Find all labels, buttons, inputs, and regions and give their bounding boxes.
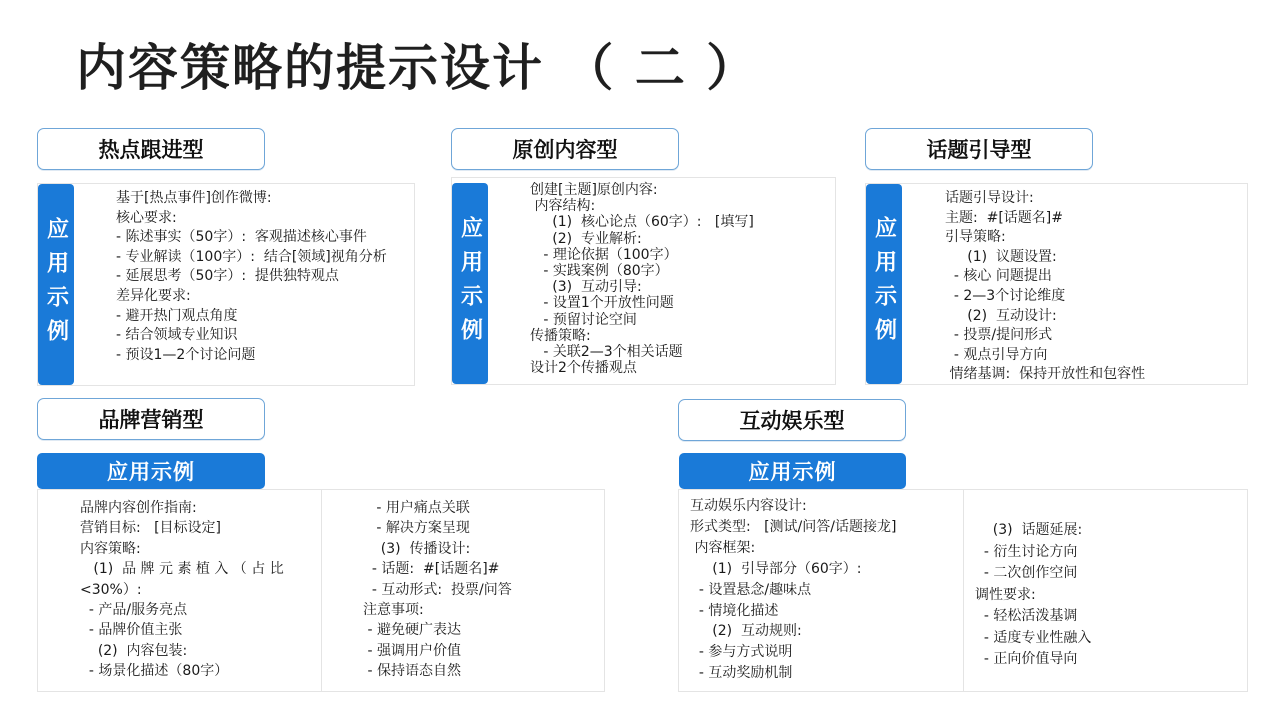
card-text-line: - 解决方案呈现 [363, 520, 470, 537]
card-text-line: - 用户痛点关联 [363, 500, 470, 516]
card-text-line: (2) 互动设计: [945, 307, 1057, 324]
card-text-line: - 情境化描述 [690, 602, 779, 619]
card-text-line: <30%）: [80, 581, 142, 598]
card-text-line: (3) 传播设计: [363, 540, 471, 557]
card-text-fun-left [690, 496, 896, 684]
card-text-line: 注意事项: [363, 602, 424, 619]
card-text-line: - 预留讨论空间 [530, 311, 637, 328]
card-text-line: 营销目标: [目标设定] [80, 520, 221, 537]
card-text-line: - 互动形式: 投票/问答 [363, 581, 512, 598]
card-text-line: 差异化要求: [116, 287, 191, 304]
card-text-line: 品牌内容创作指南: [80, 500, 197, 516]
card-text-line: 内容框架: [690, 539, 756, 556]
card-text-line: - 预设1—2个讨论问题 [116, 346, 256, 363]
card-header-original: 原创内容型 [451, 128, 679, 170]
card-text-line: (1) 核心论点（60字）: [填写] [530, 214, 754, 231]
card-divider-fun [963, 489, 964, 692]
card-text-line: - 轻松活泼基调 [975, 608, 1078, 624]
card-text-line: - 产品/服务亮点 [80, 602, 188, 619]
card-text-line: - 话题: #[话题名]# [363, 561, 500, 578]
card-text-line: 传播策略: [530, 327, 591, 344]
card-text-line: - 延展思考（50字）: 提供独特观点 [116, 268, 339, 285]
page-title: 内容策略的提示设计 （ 二 ） [76, 39, 759, 97]
card-text-original [530, 182, 754, 376]
card-text-brand-left [80, 498, 318, 682]
card-text-line: - 理论依据（100字） [530, 246, 678, 263]
card-text-line: (3) 互动引导: [530, 279, 642, 296]
card-text-line: (2) 专业解析: [530, 230, 642, 247]
example-tab-brand: 应用示例 [37, 453, 265, 489]
card-text-line: 设计2个传播观点 [530, 360, 637, 377]
card-text-line: (3) 话题延展: [975, 522, 1083, 538]
card-text-line: (2) 互动规则: [690, 623, 802, 640]
card-text-line: (1) 品 牌 元 素 植 入 （ 占 比 [80, 561, 284, 578]
card-text-line: - 保持语态自然 [363, 663, 461, 680]
card-text-line: (1) 议题设置: [945, 248, 1057, 265]
card-text-line: - 观点引导方向 [945, 346, 1048, 363]
card-text-line: - 互动奖励机制 [690, 665, 793, 682]
card-text-line: - 2—3个讨论维度 [945, 287, 1066, 304]
card-text-line: - 避免硬广表达 [363, 622, 461, 639]
card-text-line: - 实践案例（80字） [530, 263, 669, 280]
card-text-line: - 场景化描述（80字） [80, 663, 229, 680]
card-text-line: - 品牌价值主张 [80, 622, 183, 639]
card-text-line: (1) 引导部分（60字）: [690, 560, 862, 577]
card-header-hot: 热点跟进型 [37, 128, 265, 170]
card-text-line: - 投票/提问形式 [945, 327, 1053, 344]
card-text-line: - 适度专业性融入 [975, 629, 1092, 646]
card-text-line: - 参与方式说明 [690, 644, 793, 661]
card-header-fun: 互动娱乐型 [678, 399, 906, 441]
card-text-line: 互动娱乐内容设计: [690, 498, 807, 514]
card-text-line: 内容策略: [80, 540, 141, 557]
card-text-line: 核心要求: [116, 209, 177, 226]
example-tab-fun: 应用示例 [679, 453, 906, 489]
card-text-line: - 强调用户价值 [363, 642, 461, 659]
card-text-line: 形式类型: [测试/问答/话题接龙] [690, 518, 897, 535]
card-text-line: 引导策略: [945, 229, 1006, 246]
card-text-line: - 避开热门观点角度 [116, 307, 238, 324]
card-text-line: - 正向价值导向 [975, 651, 1078, 667]
card-text-line: - 核心 问题提出 [945, 268, 1052, 285]
card-text-line: 创建[主题]原创内容: [530, 182, 658, 198]
card-text-topic [945, 189, 1145, 385]
card-text-line: - 设置悬念/趣味点 [690, 581, 812, 598]
card-header-brand: 品牌营销型 [37, 398, 265, 440]
card-text-hot [116, 189, 387, 365]
card-text-brand-right [363, 498, 512, 682]
card-text-line: 调性要求: [975, 586, 1036, 603]
card-text-line: 基于[热点事件]创作微博: [116, 190, 272, 206]
example-tab-topic: 应用示例 [866, 184, 902, 384]
example-tab-original: 应用示例 [452, 183, 488, 384]
card-text-line: - 陈述事实（50字）: 客观描述核心事件 [116, 229, 367, 246]
card-text-line: (2) 内容包装: [80, 642, 188, 659]
card-text-line: - 关联2—3个相关话题 [530, 344, 683, 361]
card-text-line: - 衍生讨论方向 [975, 543, 1078, 560]
card-text-line: 主题: #[话题名]# [945, 209, 1064, 226]
card-text-fun-right [975, 520, 1091, 671]
card-text-line: - 专业解读（100字）: 结合[领域]视角分析 [116, 248, 387, 265]
card-text-line: - 二次创作空间 [975, 565, 1078, 581]
card-text-line: - 结合领域专业知识 [116, 327, 238, 344]
card-text-line: 内容结构: [530, 198, 596, 215]
card-divider-brand [321, 489, 322, 692]
card-text-line: 话题引导设计: [945, 190, 1034, 206]
card-text-line: - 设置1个开放性问题 [530, 295, 674, 312]
example-tab-hot: 应用示例 [38, 184, 74, 385]
card-text-line: 情绪基调: 保持开放性和包容性 [945, 366, 1146, 383]
card-header-topic: 话题引导型 [865, 128, 1093, 170]
